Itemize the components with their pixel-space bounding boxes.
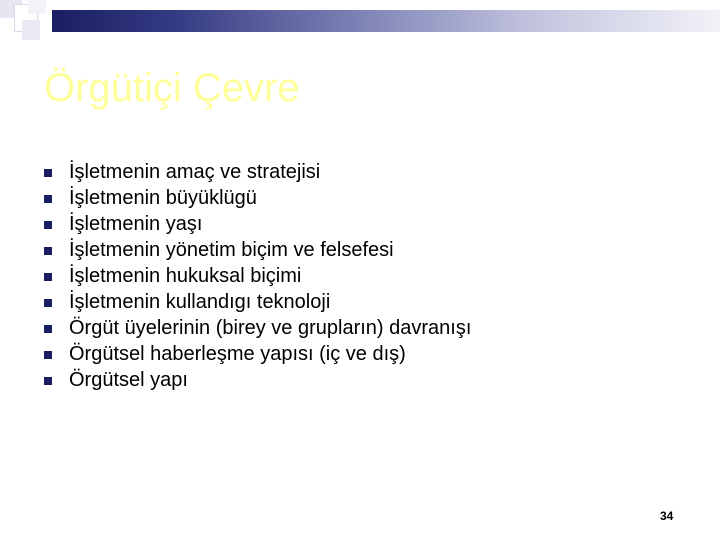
decorative-square (22, 20, 40, 40)
bullet-text: Örgütsel yapı (69, 369, 188, 391)
bullet-item (44, 185, 471, 211)
bullet-text: Örgüt üyelerinin (birey ve grupların) davranışı (69, 317, 472, 339)
bullet-item (44, 159, 471, 185)
square-bullet-icon (44, 273, 52, 281)
square-bullet-icon (44, 299, 52, 307)
decorative-square (28, 0, 46, 14)
square-bullet-icon (44, 351, 52, 359)
square-bullet-icon (44, 169, 52, 177)
bullet-text: İşletmenin büyüklügü (69, 187, 257, 209)
bullet-item (44, 341, 471, 367)
bullet-item (44, 237, 471, 263)
square-bullet-icon (44, 195, 52, 203)
square-bullet-icon (44, 325, 52, 333)
square-bullet-icon (44, 221, 52, 229)
bullet-text: İşletmenin hukuksal biçimi (69, 265, 302, 287)
slide-title: Örgütiçi Çevre (44, 66, 300, 110)
square-bullet-icon (44, 247, 52, 255)
bullet-text: İşletmenin amaç ve stratejisi (69, 161, 321, 183)
header-gradient-bar (52, 10, 720, 32)
bullet-item (44, 367, 471, 393)
bullet-text: İşletmenin kullandıgı teknoloji (69, 291, 331, 313)
bullet-text: İşletmenin yaşı (69, 213, 203, 235)
bullet-text: Örgütsel haberleşme yapısı (iç ve dış) (69, 343, 406, 365)
square-bullet-icon (44, 377, 52, 385)
bullet-item (44, 315, 471, 341)
bullet-item (44, 263, 471, 289)
bullet-list (44, 159, 471, 393)
page-number: 34 (660, 509, 674, 523)
bullet-item (44, 211, 471, 237)
bullet-item (44, 289, 471, 315)
bullet-text: İşletmenin yönetim biçim ve felsefesi (69, 239, 394, 261)
